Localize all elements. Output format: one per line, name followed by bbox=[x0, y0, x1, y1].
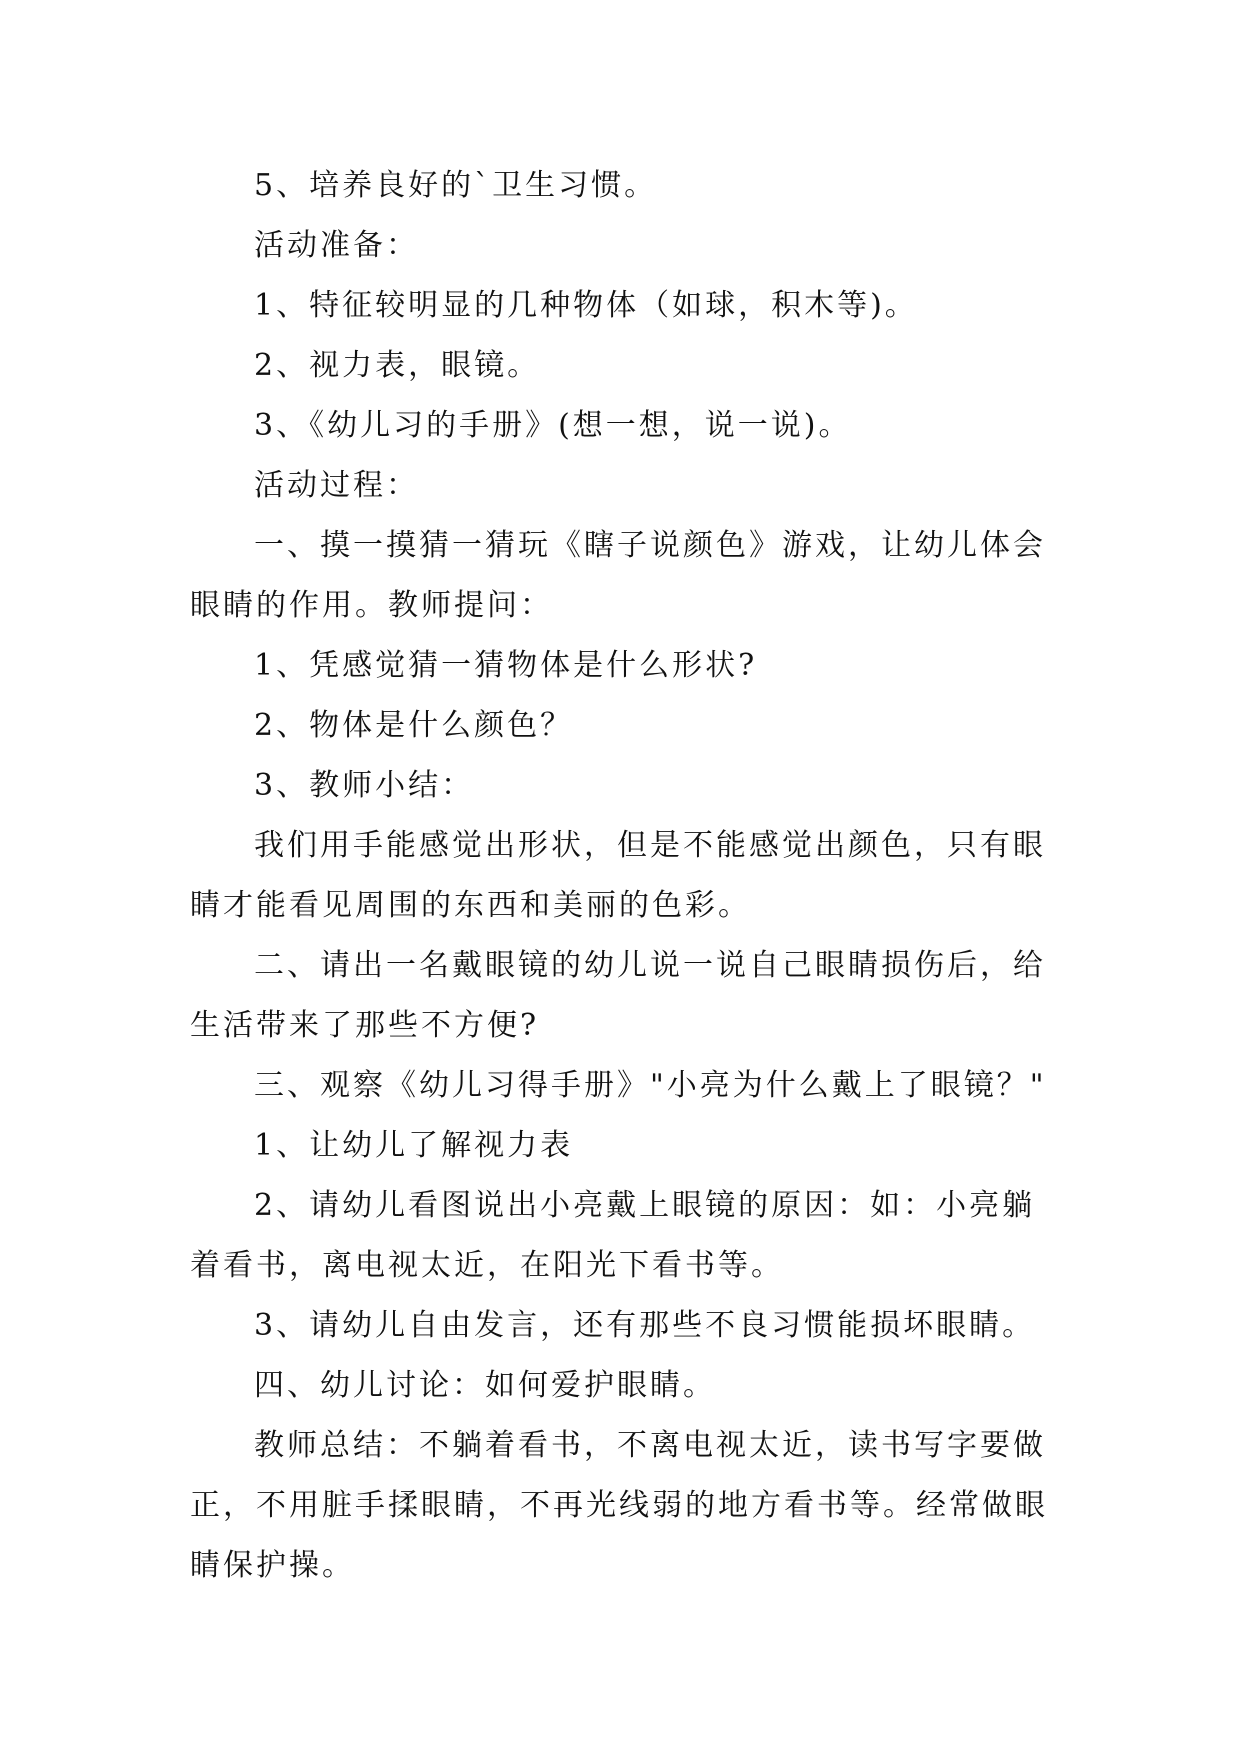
paragraph-teacher-summary: 教师总结：不躺着看书，不离电视太近，读书写字要做正，不用脏手揉眼睛，不再光线弱的地方看书等。经常做眼睛保护操。 bbox=[190, 1428, 1048, 1583]
paragraph-step-1-summary-label: 3、教师小结： bbox=[254, 768, 475, 803]
paragraph-step-1-q2: 2、物体是什么颜色？ bbox=[254, 708, 574, 743]
paragraph-step-1: 一、摸一摸猜一猜玩《瞎子说颜色》游戏，让幼儿体会眼睛的作用。教师提问： bbox=[190, 528, 1046, 623]
heading-preparation: 活动准备： bbox=[254, 228, 419, 263]
paragraph-step-2: 二、请出一名戴眼镜的幼儿说一说自己眼睛损伤后，给生活带来了那些不方便? bbox=[190, 948, 1046, 1043]
heading-process: 活动过程： bbox=[254, 468, 419, 503]
document-body bbox=[190, 156, 1056, 1596]
paragraph-step-3-item-2: 2、请幼儿看图说出小亮戴上眼镜的原因：如：小亮躺着看书，离电视太近，在阳光下看书等。 bbox=[190, 1188, 1036, 1283]
paragraph-prep-2: 2、视力表，眼镜。 bbox=[254, 348, 541, 383]
paragraph-step-3: 三、观察《幼儿习得手册》"小亮为什么戴上了眼镜？" bbox=[254, 1068, 1047, 1103]
paragraph-step-4: 四、幼儿讨论：如何爱护眼睛。 bbox=[254, 1368, 716, 1403]
paragraph-step-1-q1: 1、凭感觉猜一猜物体是什么形状? bbox=[254, 648, 758, 683]
paragraph-step-3-item-1: 1、让幼儿了解视力表 bbox=[254, 1128, 574, 1163]
paragraph-prep-1: 1、特征较明显的几种物体（如球，积木等)。 bbox=[254, 288, 918, 323]
paragraph-step-3-item-3: 3、请幼儿自由发言，还有那些不良习惯能损坏眼睛。 bbox=[254, 1308, 1036, 1343]
paragraph-step-1-summary: 我们用手能感觉出形状，但是不能感觉出颜色，只有眼睛才能看见周围的东西和美丽的色彩。 bbox=[190, 828, 1046, 923]
paragraph-goal-5: 5、培养良好的`卫生习惯。 bbox=[254, 168, 658, 203]
paragraph-prep-3: 3、《幼儿习的手册》(想一想，说一说)。 bbox=[254, 408, 852, 443]
